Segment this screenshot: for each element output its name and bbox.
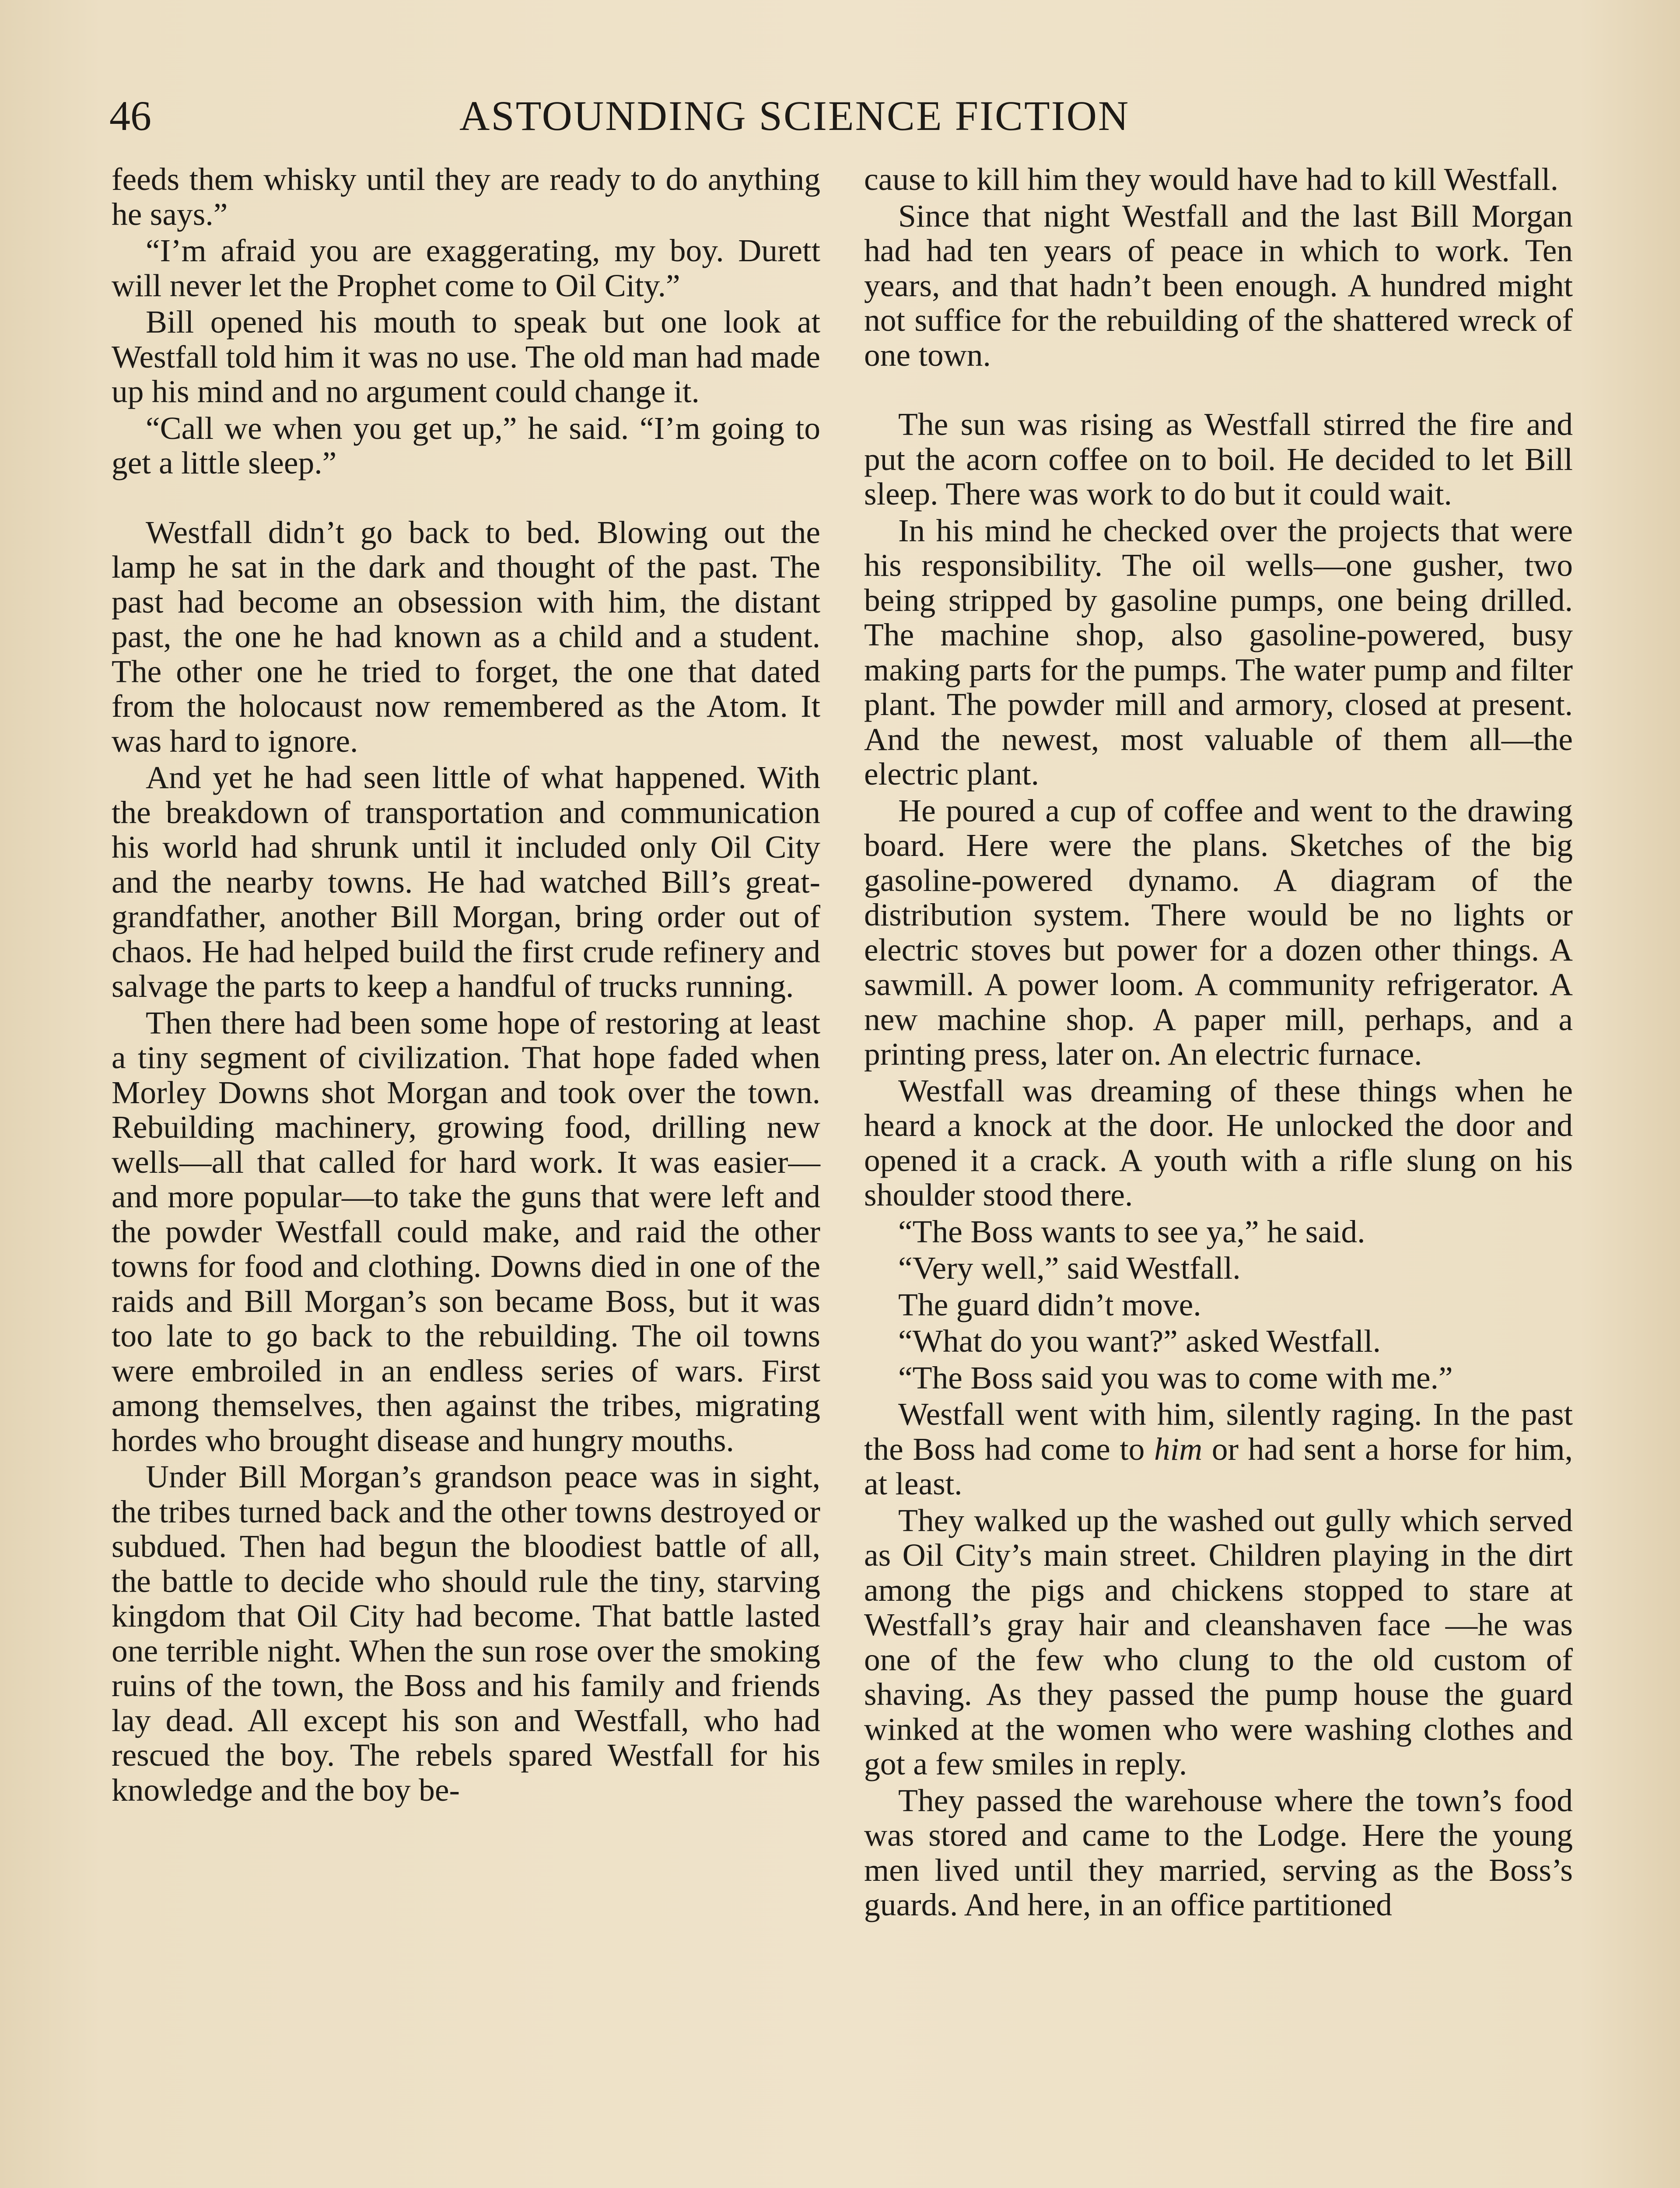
paragraph: feeds them whisky until they are ready to do anything he says.” [112, 161, 820, 232]
paragraph: Bill opened his mouth to speak but one look at Westfall told him it was no use. The old man had made up his mind and no argument could change it. [112, 304, 820, 409]
paragraph: “The Boss said you was to come with me.” [898, 1360, 1453, 1396]
left-column [112, 162, 820, 1809]
paragraph: The guard didn’t move. [898, 1287, 1201, 1322]
paragraph: And yet he had seen little of what happened. With the breakdown of transportation and communication his world had shrunk until it included only Oil City and the nearby towns. He had watched Bill’s great-grandfather, another Bill Morgan, bring order out of chaos. He had helped build the first crude refinery and salvage the parts to keep a handful of trucks running. [112, 760, 820, 1004]
page-number: 46 [109, 92, 151, 139]
paragraph: Under Bill Morgan’s grandson peace was in sight, the tribes turned back and the other towns destroyed or subdued. Then had begun the bloodiest battle of all, the battle to decide who should rule the tiny, starving kingdom that Oil City had become. That battle lasted one terrible night. When the sun rose over the smoking ruins of the town, the Boss and his family and friends lay dead. All except his son and Westfall, who had rescued the boy. The rebels spared Westfall for his knowledge and the boy be- [112, 1459, 820, 1808]
emphasis-text: him [1154, 1431, 1203, 1467]
paragraph: Westfall was dreaming of these things when he heard a knock at the door. He unlocked the door and opened it a crack. A youth with a rifle slung on his shoulder stood there. [864, 1073, 1573, 1213]
paragraph: They passed the warehouse where the town’s food was stored and came to the Lodge. Here the young men lived until they married, serving as the Boss’s guards. And here, in an office partitioned [864, 1782, 1573, 1922]
paragraph: “The Boss wants to see ya,” he said. [898, 1213, 1365, 1249]
paragraph: “Call we when you get up,” he said. “I’m going to get a little sleep.” [112, 410, 820, 480]
paragraph: Since that night Westfall and the last Bill Morgan had had ten years of peace in which to work. Ten years, and that hadn’t been enough. A hundred might not suffice for the rebuilding of the shattered wreck of one town. [864, 198, 1573, 373]
paragraph: “I’m afraid you are exaggerating, my boy. Durett will never let the Prophet come to Oil City.” [112, 233, 820, 303]
paragraph [864, 1397, 1573, 1501]
paragraph: Then there had been some hope of restoring at least a tiny segment of civilization. That hope faded when Morley Downs shot Morgan and took over the town. Rebuilding machinery, growing food, drilling new wells—all that called for hard work. It was easier—and more popular—to take the guns that were left and the powder Westfall could make, and raid the other towns for food and clothing. Downs died in one of the raids and Bill Morgan’s son became Boss, but it was too late to go back to the rebuilding. The oil towns were embroiled in an endless series of wars. First among themselves, then against the tribes, migrating hordes who brought disease and hungry mouths. [112, 1005, 820, 1458]
paragraph: “Very well,” said Westfall. [898, 1250, 1241, 1286]
paragraph: Westfall didn’t go back to bed. Blowing out the lamp he sat in the dark and thought of the past. The past had become an obsession with him, the distant past, the one he had known as a child and a student. The other one he tried to forget, the one that dated from the holocaust now remembered as the Atom. It was hard to ignore. [112, 514, 820, 759]
page-header [109, 83, 1247, 149]
paragraph: He poured a cup of coffee and went to the drawing board. Here were the plans. Sketches of the big gasoline-powered dynamo. A diagram of the distribution system. There would be no lights or electric stoves but power for a dozen other things. A sawmill. A power loom. A community refrigerator. A new machine shop. A paper mill, perhaps, and a printing press, later on. An electric furnace. [864, 792, 1573, 1072]
running-title: ASTOUNDING SCIENCE FICTION [459, 92, 1130, 139]
paragraph: The sun was rising as Westfall stirred the fire and put the acorn coffee on to boil. He decided to let Bill sleep. There was work to do but it could wait. [864, 407, 1573, 512]
text-columns [112, 162, 1573, 2188]
paragraph-text: Westfall went with him, silently raging. In the past the Boss had come to [864, 1396, 1573, 1467]
right-column [864, 162, 1573, 1924]
paragraph: In his mind he checked over the projects that were his responsibility. The oil wells—one gusher, two being stripped by gasoline pumps, one being drilled. The machine shop, also gasoline-powered, busy making parts for the pumps. The water pump and filter plant. The powder mill and armory, closed at present. And the newest, most valuable of them all—the electric plant. [864, 512, 1573, 792]
paragraph-text: or had sent a horse for him, at least. [864, 1431, 1573, 1501]
paragraph: cause to kill him they would have had to kill Westfall. [864, 161, 1558, 197]
paragraph: They walked up the washed out gully which served as Oil City’s main street. Children playing in the dirt among the pigs and chickens stopped to stare at Westfall’s gray hair and cleanshaven face —he was one of the few who clung to the old custom of shaving. As they passed the pump house the guard winked at the women who were washing clothes and got a few smiles in reply. [864, 1502, 1573, 1781]
paragraph: “What do you want?” asked Westfall. [898, 1323, 1381, 1359]
